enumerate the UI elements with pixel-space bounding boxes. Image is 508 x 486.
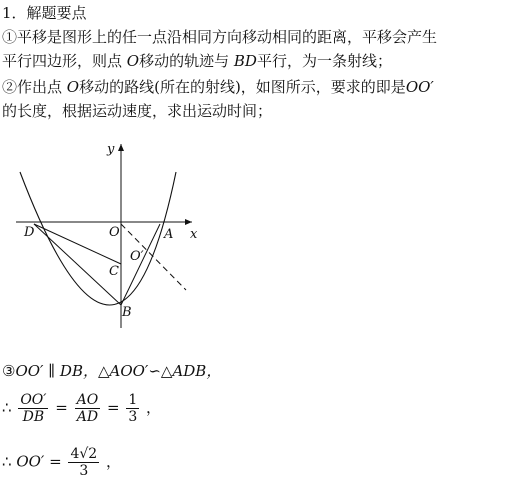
fraction-ao-ad [75, 392, 101, 425]
point-o: O [126, 52, 140, 70]
fraction-one-third [126, 392, 139, 425]
label-d: D [24, 225, 35, 240]
numerator: 4√2 [70, 446, 98, 462]
segment-ab [121, 224, 160, 305]
step-5-lhs: OO′ = [16, 452, 62, 471]
step-3-prefix: ③ [2, 362, 16, 380]
label-a: A [164, 227, 174, 242]
numerator: AO [76, 392, 99, 408]
denominator: 3 [79, 463, 89, 479]
numerator: 1 [128, 392, 138, 408]
denominator: AD [76, 409, 99, 425]
equals: = [106, 398, 120, 417]
text: 移动的路线(所在的射线)，如图所示，要求的即是 [79, 78, 406, 96]
denominator: 3 [128, 409, 138, 425]
heading: 1．解题要点 [2, 4, 87, 22]
label-y: y [107, 142, 115, 157]
therefore-symbol: ∴ [2, 398, 12, 417]
denominator: DB [22, 409, 45, 425]
therefore-symbol: ∴ [2, 452, 12, 471]
text: 平行四边形，则点 [2, 52, 127, 70]
segment-dc [34, 224, 121, 264]
segment-bd: BD [233, 52, 257, 70]
step-3-expression: OO′ ∥ DB，△AOO′∽△ADB， [15, 362, 222, 380]
label-x: x [190, 227, 198, 242]
segment-db [34, 224, 121, 305]
equals: = [55, 398, 68, 417]
step-3 [2, 360, 221, 381]
label-o: O [109, 225, 120, 240]
tail: ， [146, 398, 162, 417]
label-c: C [109, 264, 119, 279]
point-2-line-2: 的长度，根据运动速度，求出运动时间； [2, 102, 273, 120]
point-o: O [66, 78, 80, 96]
x-axis-arrow [185, 219, 192, 225]
fraction-result [68, 446, 99, 479]
text: 平行，为一条射线； [256, 52, 392, 70]
text: 移动的轨迹与 [139, 52, 234, 70]
y-axis-arrow [118, 144, 124, 151]
point-1-line-1: ①平移是图形上的任一点沿相同方向移动相同的距离，平移会产生 [2, 28, 438, 46]
fraction-oo-db [18, 392, 48, 425]
numerator: OO′ [20, 392, 47, 408]
step-4 [2, 392, 161, 425]
label-o-prime: O′ [130, 249, 144, 264]
label-b: B [122, 305, 132, 320]
text: ②作出点 [2, 78, 67, 96]
segment-oo-prime: OO′ [405, 78, 434, 96]
step-5 [2, 446, 121, 479]
tail: ， [105, 452, 121, 471]
